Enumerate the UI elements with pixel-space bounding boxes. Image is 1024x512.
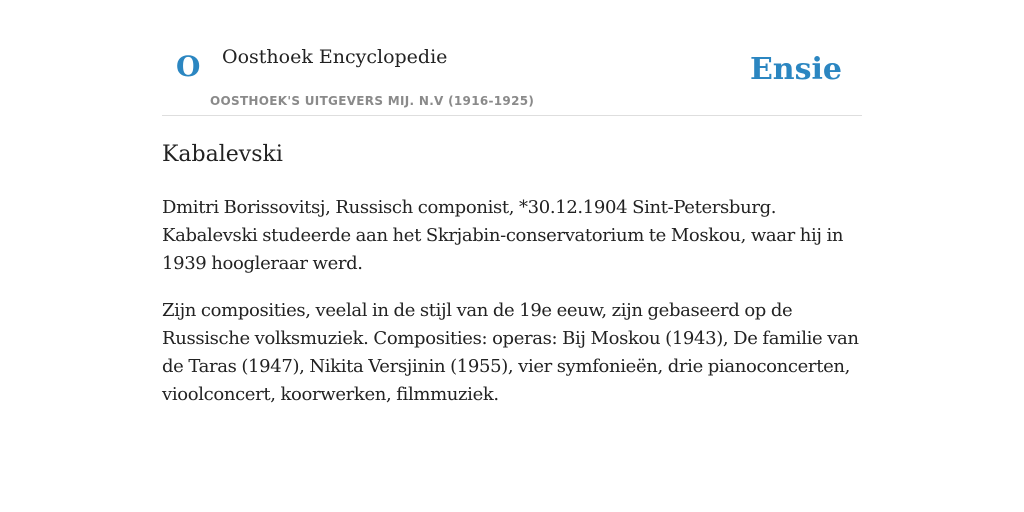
article <box>162 136 864 428</box>
publisher-label: OOSTHOEK'S UITGEVERS MIJ. N.V (1916-1925) <box>210 94 535 108</box>
entry-title: Kabalevski <box>162 142 283 167</box>
ensie-brand-link[interactable]: Ensie <box>749 52 842 87</box>
article-paragraph-1: Dmitri Borissovitsj, Russisch componist, *30.12.1904 Sint-Petersburg. Kabalevski studeerde aan het Skrjabin-conservatorium te Moskou, waar hij in 1939 hoogleraar werd. <box>162 197 844 274</box>
site-header <box>162 40 862 116</box>
site-title-link[interactable]: Oosthoek Encyclopedie <box>222 46 448 68</box>
article-paragraph-2: Zijn composities, veelal in de stijl van de 19e eeuw, zijn gebaseerd op de Russische volksmuziek. Composities: operas: Bij Moskou (1943), De familie van de Taras (1947), Nikita Versjinin (1955), vier symfonieën, drie pianoconcerten, vioolconcert, koorwerken, filmmuziek. <box>162 300 859 405</box>
encyclopedia-logo[interactable]: O <box>176 50 201 83</box>
